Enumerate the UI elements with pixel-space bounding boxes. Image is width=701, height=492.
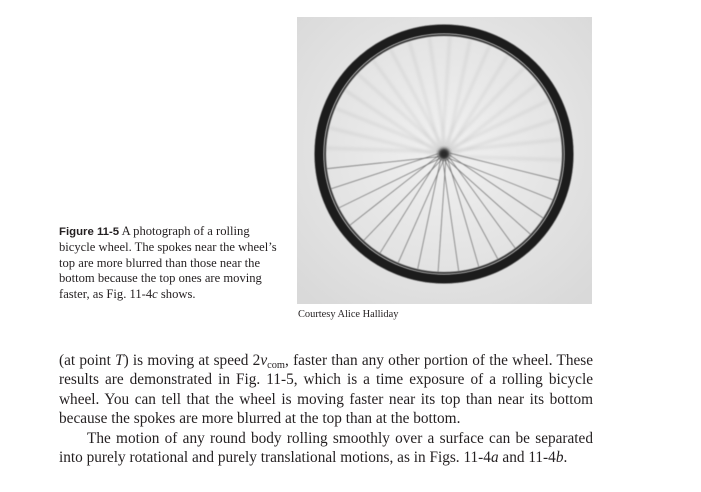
velocity-symbol: v	[260, 352, 268, 369]
wheel-photograph	[297, 17, 592, 304]
p2-text-a: The motion of any round body rolling smoothly over a surface can be separated into purely rotational and purely translational motions, as in Figs. 11-4	[59, 429, 593, 467]
p2-fig-letter-b: b	[555, 449, 564, 467]
p1-text-a: (at point	[59, 352, 116, 369]
p2-text-b: and 11-4	[498, 449, 556, 467]
caption-text-end: shows.	[157, 286, 196, 301]
p1-text-c: , faster than any other portion of the wheel. These results are demonstrated in Fig. 11-5, which is a time exposure of a rolling bicycle wheel. You can tell that the wheel is moving faster near its top than near its bottom because the spokes are more blurred at the top than at the bottom.	[59, 352, 594, 428]
p1-text-b: ) is moving at speed 2	[123, 352, 261, 369]
wheel-hub	[438, 148, 450, 160]
paragraph-2	[59, 429, 593, 468]
caption-fig-letter: c	[152, 286, 158, 301]
body-text	[59, 351, 593, 467]
point-t: T	[115, 352, 124, 369]
caption-text: A photograph of a rolling bicycle wheel. The spokes near the wheel’s top are more blurred than those near the bottom because the top ones are moving faster, as Fig. 11-4	[59, 224, 277, 301]
bicycle-wheel-image	[297, 17, 592, 304]
photo-credit: Courtesy Alice Halliday	[298, 309, 399, 320]
figure-label: Figure 11-5	[59, 226, 120, 238]
p2-text-c: .	[563, 449, 568, 467]
velocity-subscript: com	[267, 360, 286, 372]
figure-caption	[59, 224, 281, 302]
paragraph-1	[59, 351, 593, 429]
p2-fig-letter-a: a	[490, 449, 499, 467]
